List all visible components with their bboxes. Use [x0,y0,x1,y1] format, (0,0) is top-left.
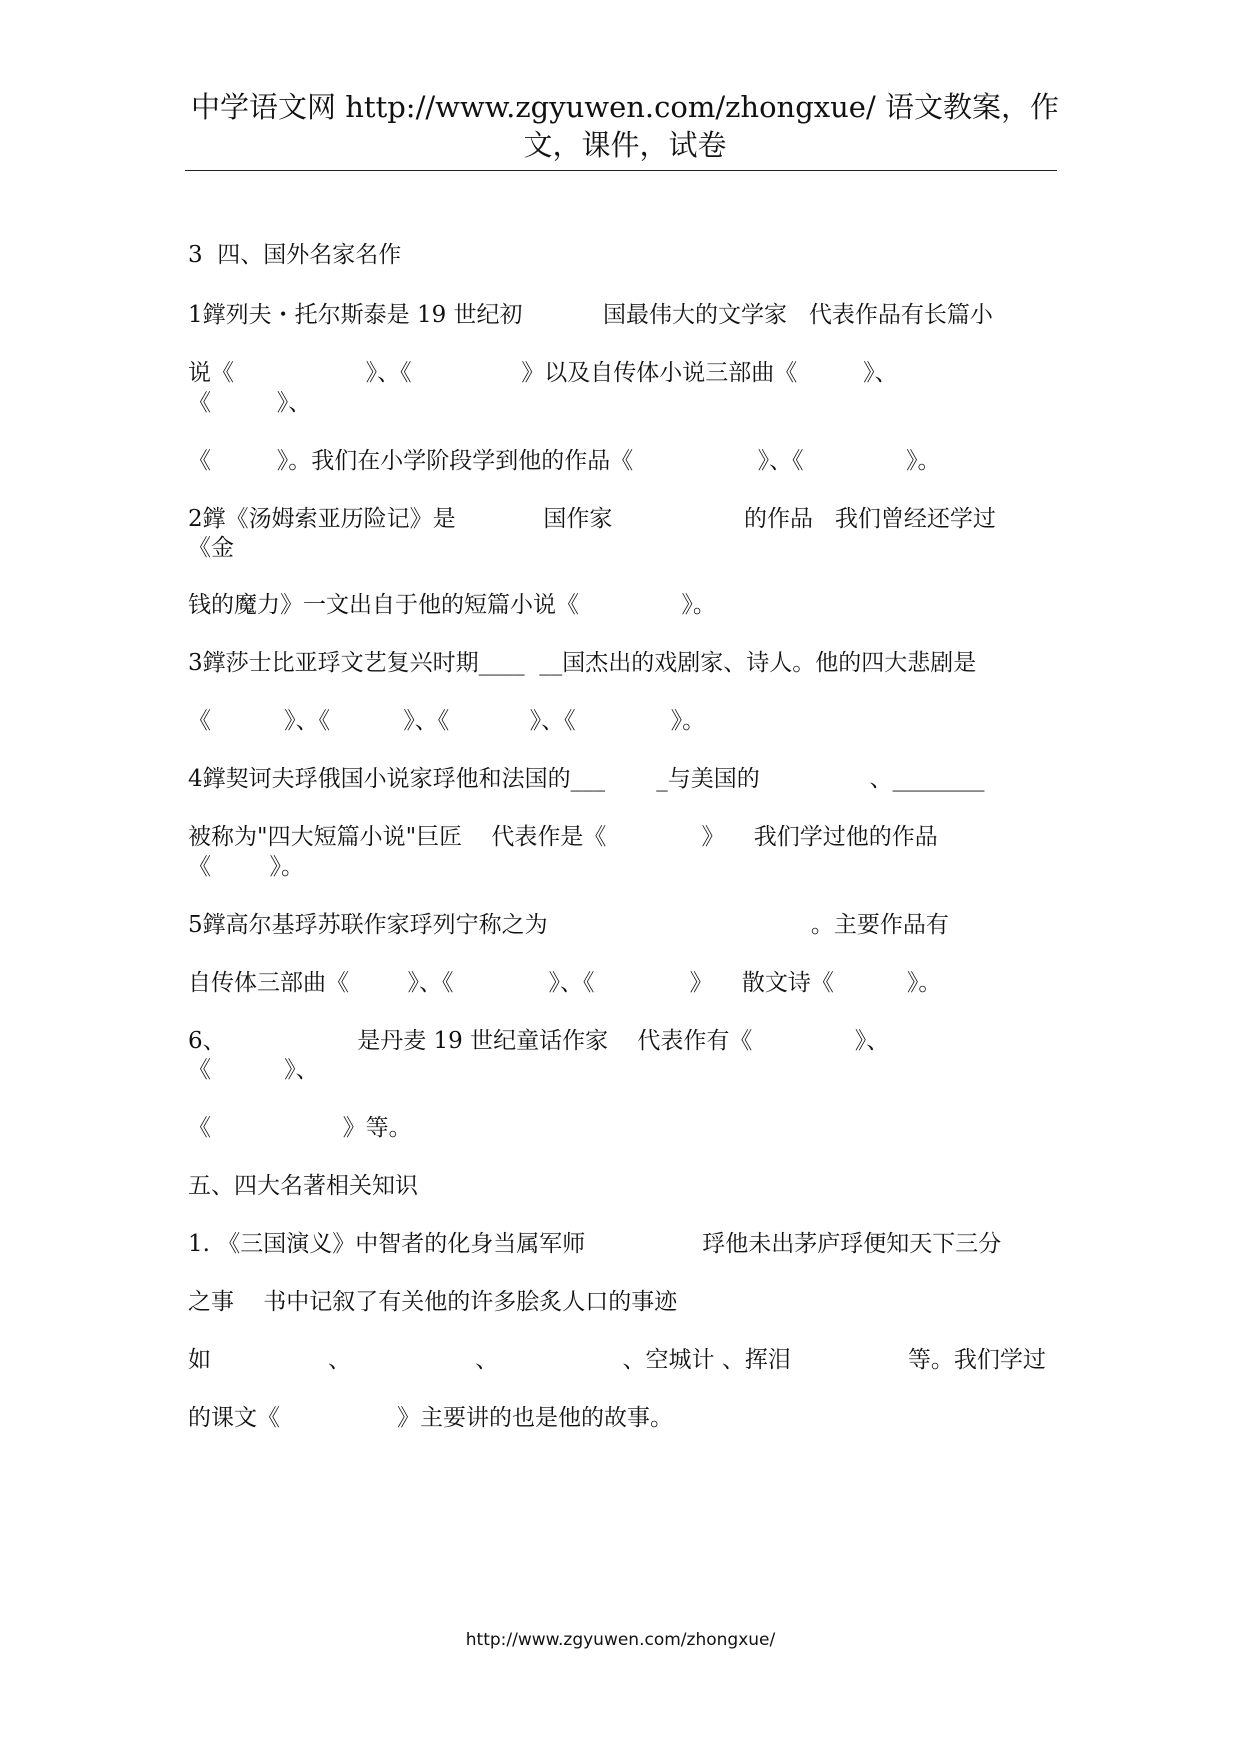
header-line-2: 文，课件，试卷 [523,128,727,162]
question-line: 1鐣列夫・托尔斯泰是 19 世纪初 国最伟大的文学家 代表作品有长篇小 [188,302,993,328]
footer-url[interactable]: http://www.zgyuwen.com/zhongxue/ [465,1630,776,1650]
question-line: 5鐣高尔基琈苏联作家琈列宁称之为 。主要作品有 [188,912,949,938]
question-line: 1. 《三国演义》中智者的化身当属军师 琈他未出茅庐琈便知天下三分 [188,1231,1002,1257]
question-line: 《金 [188,535,234,561]
question-line: 《 》等。 [188,1115,412,1141]
header-divider [185,170,1057,171]
question-line: 自传体三部曲《 》、《 》、《 》 散文诗《 》。 [188,970,942,996]
section-heading: 五、四大名著相关知识 [188,1173,418,1199]
question-line: 说《 》、《 》以及自传体小说三部曲《 》、 [188,360,898,386]
question-line: 3鐣莎士比亚琈文艺复兴时期____ __国杰出的戏剧家、诗人。他的四大悲剧是 [188,650,977,676]
question-line: 《 》、《 》、《 》、《 》。 [188,708,706,734]
question-line: 《 》、 [188,390,312,416]
question-line: 《 》。 [188,854,304,880]
question-line: 之事 书中记叙了有关他的许多脍炙人口的事迹 [188,1289,678,1315]
question-line: 6、 是丹麦 19 世纪童话作家 代表作有《 》、 [188,1028,890,1054]
question-line: 4鐣契诃夫琈俄国小说家琈他和法国的___ _与美国的 、________ [188,766,985,792]
section-heading: 3 四、国外名家名作 [188,242,402,268]
question-line: 《 》。我们在小学阶段学到他的作品《 》、《 》。 [188,448,941,474]
question-line: 2鐣《汤姆索亚历险记》是 国作家 的作品 我们曾经还学过 [188,506,996,532]
page-header [185,88,1065,164]
question-line: 被称为"四大短篇小说"巨匠 代表作是《 》 我们学过他的作品 [188,824,938,850]
header-line-1: 中学语文网 http://www.zgyuwen.com/zhongxue/ 语文教案，作 [191,90,1059,124]
question-line: 如 、 、 、空城计 、挥泪 等。我们学过 [188,1347,1046,1373]
question-line: 钱的魔力》一文出自于他的短篇小说《 》。 [188,592,716,618]
question-line: 《 》、 [188,1057,319,1083]
question-line: 的课文《 》主要讲的也是他的故事。 [188,1405,673,1431]
